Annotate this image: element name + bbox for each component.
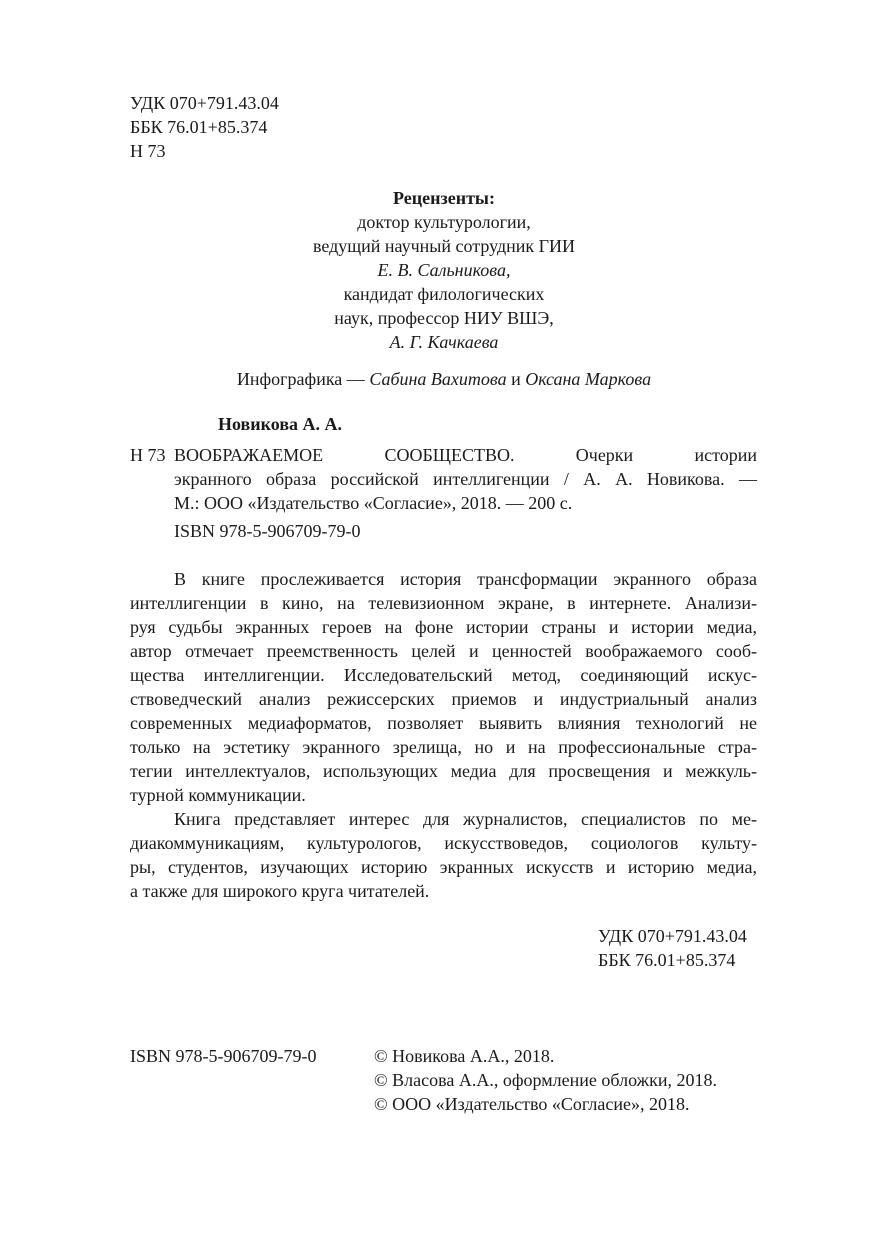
infographic-name-2: Оксана Маркова — [525, 369, 652, 389]
abstract-line: автор отмечает преемственность целей и ценностей воображаемого сооб- — [130, 641, 757, 661]
footer-bbk: ББК 76.01+85.374 — [598, 950, 736, 970]
infographic-conj: и — [506, 369, 526, 389]
entry-line: М.: ООО «Издательство «Согласие», 2018. — 200 с. — [174, 493, 573, 513]
footer-classification — [598, 924, 747, 972]
abstract-line: ры, студентов, изучающих историю экранных искусств и историю медиа, — [130, 857, 757, 877]
author-mark: Н 73 — [130, 141, 166, 161]
copyright-line: © Власова А.А., оформление обложки, 2018. — [374, 1070, 717, 1090]
reviewer-line: доктор культурологии, — [357, 212, 531, 232]
abstract-line: тегии интеллектуалов, использующих медиа для просвещения и межкуль- — [130, 761, 757, 781]
abstract-line: диакоммуникациям, культурологов, искусствоведов, социологов культу- — [130, 833, 757, 853]
abstract-line: щества интеллигенции. Исследовательский метод, соединяющий искус- — [130, 665, 757, 685]
entry-author: Новикова А. А. — [218, 414, 343, 434]
footer-isbn: ISBN 978-5-906709-79-0 — [130, 1046, 317, 1066]
reviewer-line: кандидат филологических — [343, 284, 545, 304]
abstract-line: современных медиаформатов, позволяет выявить влияния технологий не — [130, 713, 757, 733]
reviewer-name: Е. В. Сальникова, — [377, 260, 511, 280]
abstract-line: интеллигенции в кино, на телевизионном экране, в интернете. Анализи- — [130, 593, 757, 613]
infographic-label: Инфографика — — [236, 369, 370, 389]
abstract-line: только на эстетику экранного зрелища, но и на профессиональные стра- — [130, 737, 757, 757]
copyright-line: © ООО «Издательство «Согласие», 2018. — [374, 1094, 690, 1114]
entry-description — [174, 443, 757, 515]
reviewers-block — [130, 186, 758, 354]
bbk-code: ББК 76.01+85.374 — [130, 117, 268, 137]
entry-code: Н 73 — [130, 445, 166, 465]
copyright-line: © Новикова А.А., 2018. — [374, 1046, 555, 1066]
abstract-line: руя судьбы экранных героев на фоне истории страны и истории медиа, — [130, 617, 757, 637]
copyright-block — [374, 1044, 717, 1116]
abstract-line: В книге прослеживается история трансформации экранного образа — [174, 569, 757, 589]
reviewers-title: Рецензенты: — [393, 188, 495, 208]
entry-line: экранного образа российской интеллигенции / А. А. Новикова. — — [174, 469, 757, 489]
entry-isbn: ISBN 978-5-906709-79-0 — [174, 521, 361, 541]
infographic-name-1: Сабина Вахитова — [369, 369, 507, 389]
footer-udk: УДК 070+791.43.04 — [598, 926, 747, 946]
reviewer-line: ведущий научный сотрудник ГИИ — [312, 236, 576, 256]
entry-line: ВООБРАЖАЕМОЕ СООБЩЕСТВО. Очерки истории — [174, 445, 757, 465]
infographic-credit — [130, 367, 758, 391]
abstract-line: ствоведческий анализ режиссерских приемов и индустриальный анализ — [130, 689, 757, 709]
abstract-line: а также для широкого круга читателей. — [130, 881, 430, 901]
udk-code: УДК 070+791.43.04 — [130, 93, 279, 113]
abstract — [130, 567, 757, 903]
reviewer-line: наук, профессор НИУ ВШЭ, — [334, 308, 554, 328]
abstract-line: Книга представляет интерес для журналистов, специалистов по ме- — [174, 809, 757, 829]
abstract-line: турной коммуникации. — [130, 785, 306, 805]
classification-block — [130, 91, 279, 163]
reviewer-name: А. Г. Качкаева — [389, 332, 499, 352]
